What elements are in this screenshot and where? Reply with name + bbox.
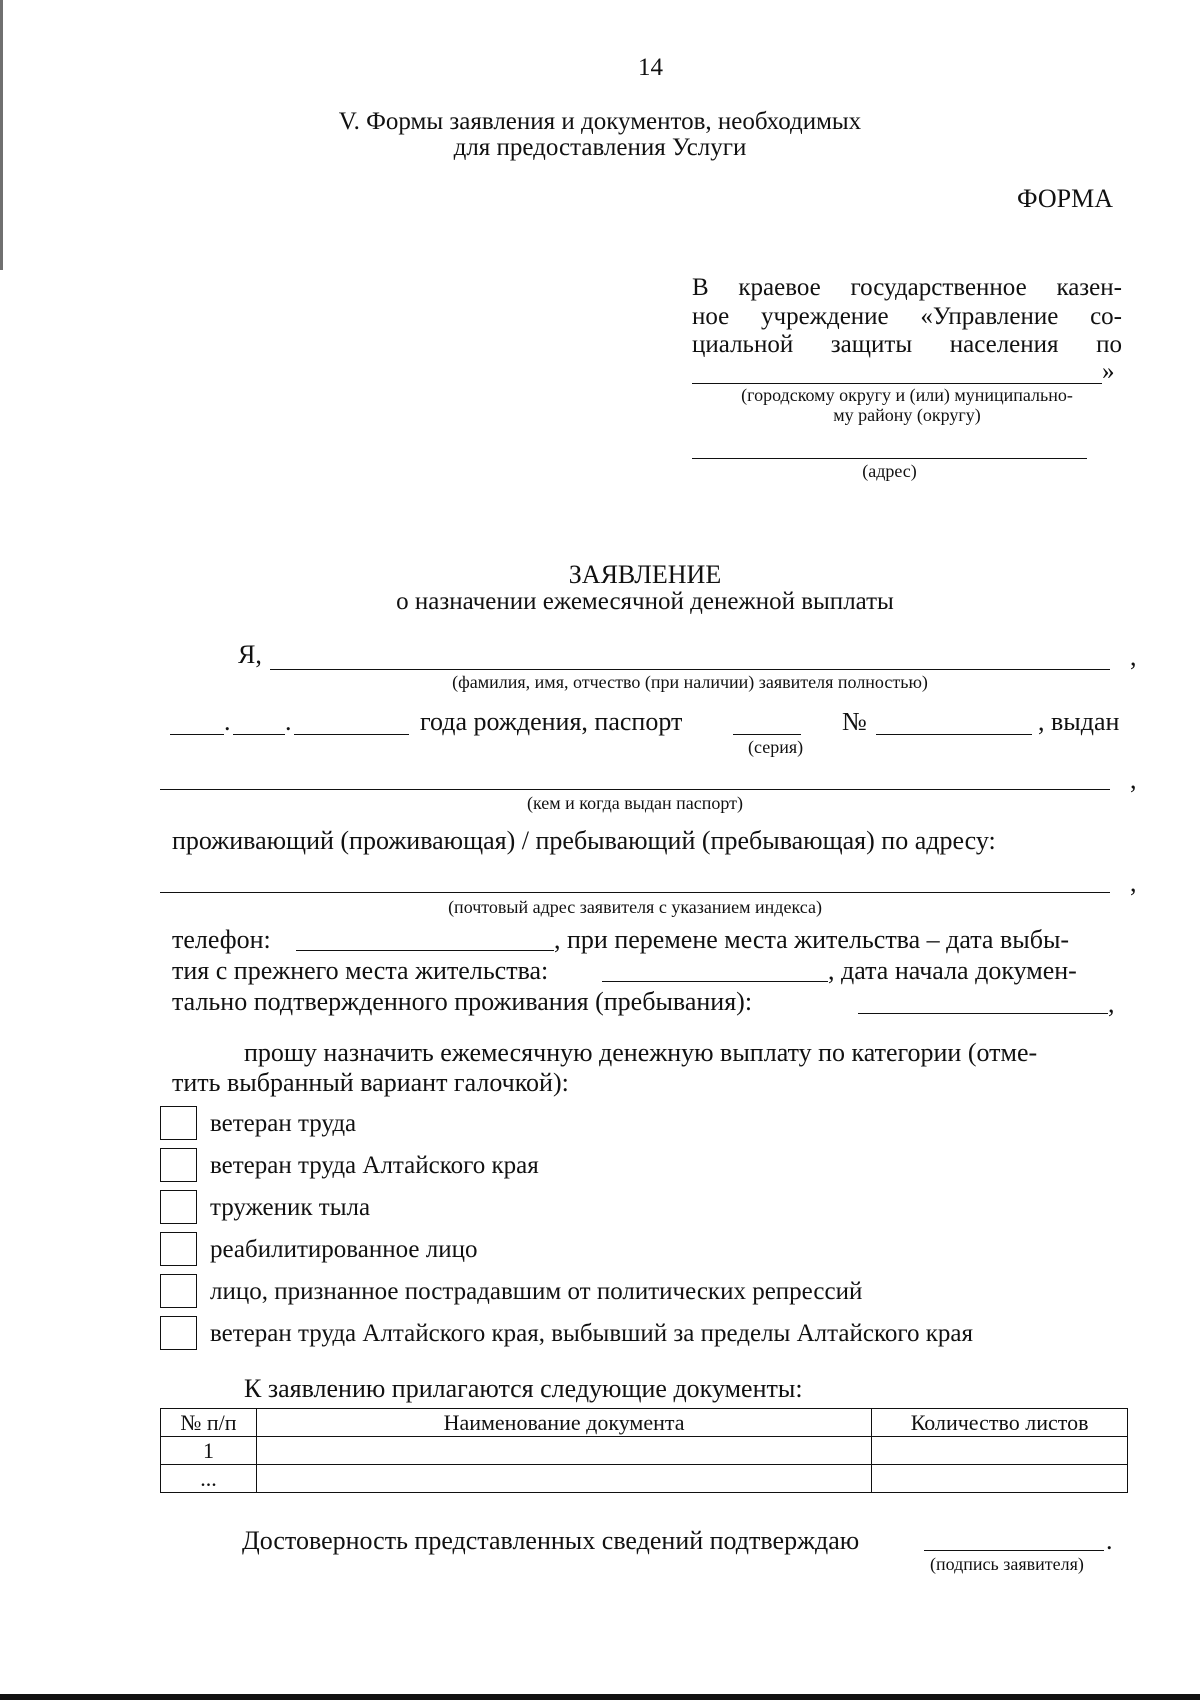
category-checkbox-5[interactable] <box>160 1274 197 1308</box>
issued-by-caption: (кем и когда выдан паспорт) <box>526 793 743 813</box>
departure-date-line[interactable] <box>602 981 828 982</box>
postal-caption: (почтовый адрес заявителя с указанием индекса) <box>448 897 822 917</box>
phone-label: телефон: <box>172 925 271 954</box>
column-header-document-name: Наименование документа <box>256 1409 871 1437</box>
doc-subtitle: о назначении ежемесячной денежной выплаты <box>396 588 894 615</box>
signature-line[interactable] <box>924 1550 1104 1551</box>
confirmed-date-line[interactable] <box>858 1013 1108 1014</box>
category-checkbox-1[interactable] <box>160 1106 197 1140</box>
form-label: ФОРМА <box>1017 184 1113 213</box>
birth-dot1: . <box>224 707 231 736</box>
category-label-4: реабилитированное лицо <box>210 1236 478 1263</box>
address-caption: (адрес) <box>862 461 917 481</box>
scan-edge-left <box>0 0 3 270</box>
request-line2: тить выбранный вариант галочкой): <box>172 1068 569 1097</box>
birth-text: года рождения, паспорт <box>420 707 683 736</box>
row-number-cell: 1 <box>161 1437 257 1465</box>
table-row <box>161 1465 1128 1493</box>
series-caption: (серия) <box>748 737 804 757</box>
postal-address-line[interactable] <box>160 892 1110 893</box>
phone-rest: , при перемене места жительства – дата выбы- <box>554 925 1070 954</box>
birth-year-line[interactable] <box>294 734 409 735</box>
category-checkbox-4[interactable] <box>160 1232 197 1266</box>
category-label-1: ветеран труда <box>210 1110 357 1137</box>
birth-month-line[interactable] <box>233 734 285 735</box>
category-checkbox-3[interactable] <box>160 1190 197 1224</box>
district-field-line[interactable] <box>692 383 1102 384</box>
doc-title: ЗАЯВЛЕНИЕ <box>568 560 722 589</box>
document-name-cell[interactable] <box>256 1437 871 1465</box>
category-checkbox-6[interactable] <box>160 1316 197 1350</box>
addressee-line1: В краевое государственное казен- <box>692 274 1122 301</box>
birth-dot2: . <box>285 707 292 736</box>
category-checkbox-2[interactable] <box>160 1148 197 1182</box>
document-name-cell[interactable] <box>256 1465 871 1493</box>
row-number-cell: ... <box>161 1465 257 1493</box>
name-field-line[interactable] <box>270 669 1110 670</box>
addressee-line2: ное учреждение «Управление со- <box>692 303 1122 330</box>
issued-text: , выдан <box>1038 707 1120 736</box>
section-title-line1: V. Формы заявления и документов, необходимых <box>338 108 862 135</box>
signature-caption: (подпись заявителя) <box>930 1554 1084 1574</box>
passport-number-line[interactable] <box>876 734 1032 735</box>
sheet-count-cell[interactable] <box>872 1437 1128 1465</box>
category-label-3: труженик тыла <box>210 1194 371 1221</box>
departure-label: тия с прежнего места жительства: <box>172 956 549 985</box>
district-caption-line1: (городскому округу и (или) муниципально- <box>741 385 1073 405</box>
sheet-count-cell[interactable] <box>872 1465 1128 1493</box>
i-label: Я, <box>238 640 262 669</box>
request-line1: прошу назначить ежемесячную денежную выплату по категории (отме- <box>244 1038 1038 1067</box>
birth-day-line[interactable] <box>170 734 224 735</box>
scan-edge-bottom <box>0 1694 1200 1700</box>
name-comma: , <box>1130 642 1137 671</box>
confirmation-text: Достоверность представленных сведений подтверждаю <box>242 1526 860 1555</box>
category-label-5: лицо, признанное пострадавшим от политических репрессий <box>210 1278 863 1305</box>
table-header-row <box>161 1409 1128 1437</box>
passport-series-line[interactable] <box>733 734 801 735</box>
phone-field-line[interactable] <box>296 950 554 951</box>
closing-quote: » <box>1102 358 1115 385</box>
number-sign: № <box>842 707 867 736</box>
table-row <box>161 1437 1128 1465</box>
departure-rest: , дата начала докумен- <box>828 956 1077 985</box>
address-field-line[interactable] <box>692 458 1087 459</box>
column-header-number: № п/п <box>161 1409 257 1437</box>
issued-by-comma: , <box>1130 765 1137 794</box>
confirmed-comma: , <box>1108 989 1115 1018</box>
attachments-intro: К заявлению прилагаются следующие документы: <box>244 1374 803 1403</box>
category-label-2: ветеран труда Алтайского края <box>210 1152 539 1179</box>
page-number: 14 <box>638 54 663 81</box>
category-label-6: ветеран труда Алтайского края, выбывший за пределы Алтайского края <box>210 1320 973 1347</box>
confirmed-label: тально подтвержденного проживания (пребывания): <box>172 987 753 1016</box>
documents-table <box>160 1408 1128 1493</box>
issued-by-line[interactable] <box>160 789 1110 790</box>
section-title-line2: для предоставления Услуги <box>453 134 747 161</box>
residing-text: проживающий (проживающая) / пребывающий (пребывающая) по адресу: <box>172 826 996 855</box>
column-header-sheet-count: Количество листов <box>872 1409 1128 1437</box>
addressee-line3: циальной защиты населения по <box>692 331 1122 358</box>
postal-comma: , <box>1130 868 1137 897</box>
confirmation-period: . <box>1106 1526 1113 1555</box>
district-caption-line2: му району (округу) <box>833 405 981 425</box>
name-caption: (фамилия, имя, отчество (при наличии) заявителя полностью) <box>452 672 928 692</box>
